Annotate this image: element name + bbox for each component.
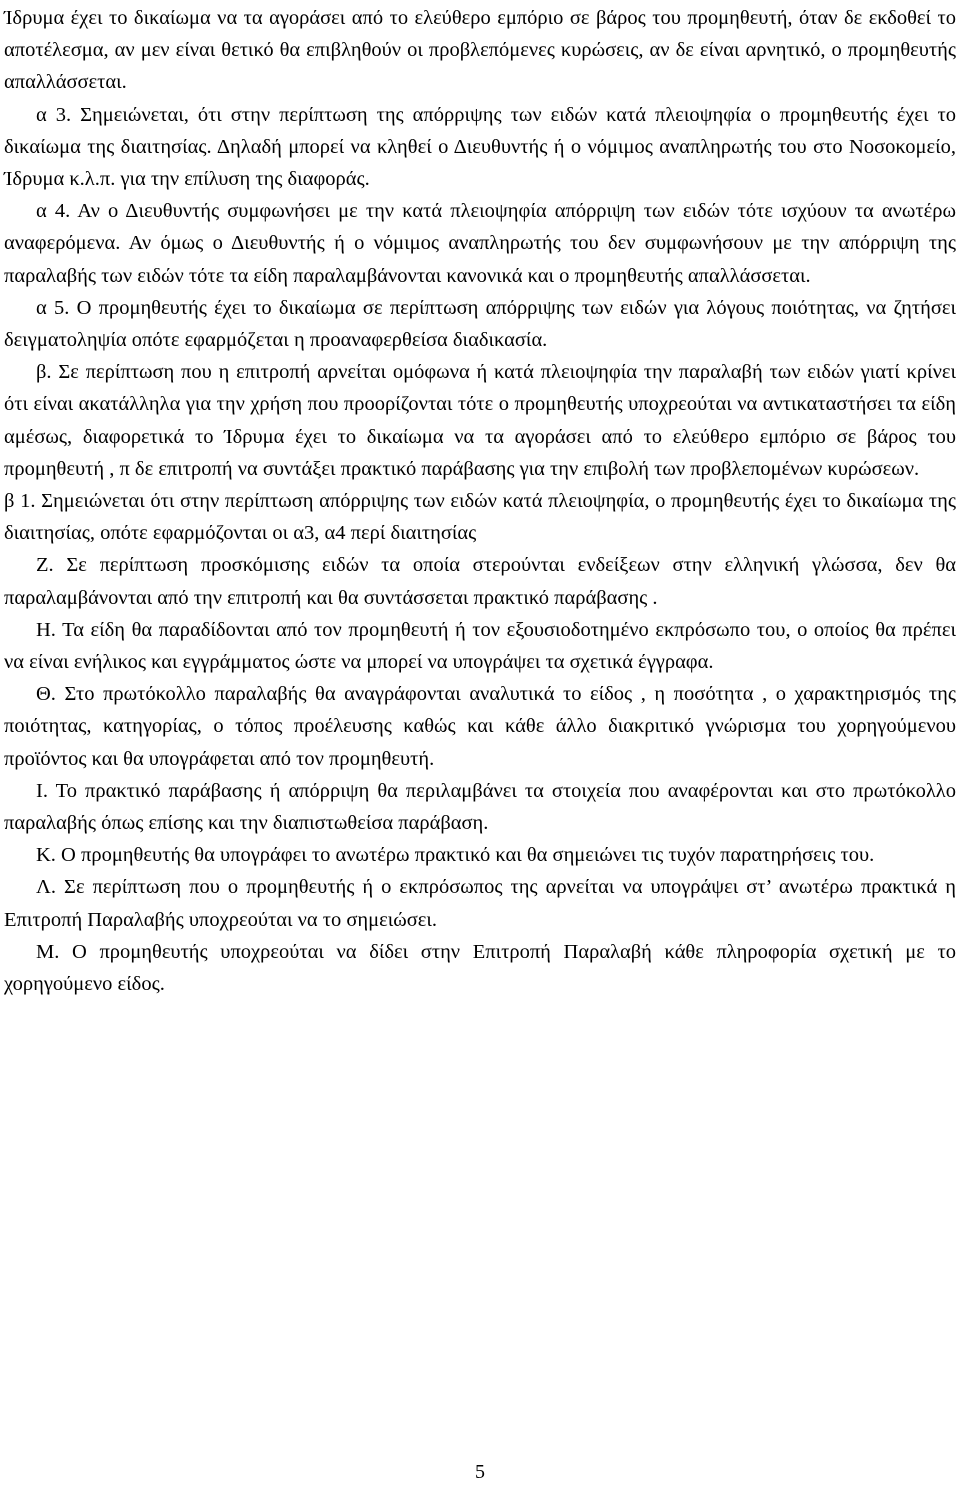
paragraph-h: Η. Τα είδη θα παραδίδονται από τον προμηθευτή ή τον εξουσιοδοτημένο εκπρόσωπο του, ο οποίος θα πρέπει να είναι ενήλικος και εγγράμματος ώστε να μπορεί να υπογράψει τα σχετικά έγγραφα.	[4, 618, 956, 674]
paragraph-b1: β 1. Σημειώνεται ότι στην περίπτωση απόρριψης των ειδών κατά πλειοψηφία, ο προμηθευτής έχει το δικαίωμα της διαιτησίας, οπότε εφαρμόζονται οι α3, α4 περί διαιτησίας	[4, 490, 956, 545]
paragraph-k: Κ. Ο προμηθευτής θα υπογράφει το ανωτέρω πρακτικό και θα σημειώνει τις τυχόν παρατηρήσεις του.	[36, 844, 875, 867]
paragraph-b: β. Σε περίπτωση που η επιτροπή αρνείται ομόφωνα ή κατά πλειοψηφία την παραλαβή των ειδών γιατί κρίνει ότι είναι ακατάλληλα για την χρήση που προορίζονται τότε ο προμηθευτής υποχρεούται να αντικαταστήσει τα είδη αμέσως, διαφορετικά το Ίδρυμα έχει το δικαίωμα να τα αγοράσει από το ελεύθερο εμπόριο σε βάρος του προμηθευτή , π δε επιτροπή να συντάξει πρακτικό παράβασης για την επιβολή των προβλεπομένων κυρώσεων.	[4, 361, 956, 480]
paragraph-a3: α 3. Σημειώνεται, ότι στην περίπτωση της απόρριψης των ειδών κατά πλειοψηφία ο προμηθευτής έχει το δικαίωμα της διαιτησίας. Δηλαδή μπορεί να κληθεί ο Διευθυντής ή ο νόμιμος αναπληρωτής του στο Νοσοκομείο, Ίδρυμα κ.λ.π. για την επίλυση της διαφοράς.	[4, 103, 956, 191]
paragraph-l: Λ. Σε περίπτωση που ο προμηθευτής ή ο εκπρόσωπος της αρνείται να υπογράψει στ’ ανωτέρω πρακτικά η Επιτροπή Παραλαβής υποχρεούται να το σημειώσει.	[4, 876, 956, 931]
paragraph-z: Ζ. Σε περίπτωση προσκόμισης ειδών τα οποία στερούνται ενδείξεων στην ελληνική γλώσσα, δεν θα παραλαμβάνονται από την επιτροπή και θα συντάσσεται πρακτικό παράβασης .	[4, 554, 956, 609]
paragraph-continuation: Ίδρυμα έχει το δικαίωμα να τα αγοράσει από το ελεύθερο εμπόριο σε βάρος του προμηθευτή, όταν δε εκδοθεί το αποτέλεσμα, αν μεν είναι θετικό θα επιβληθούν οι προβλεπόμενες κυρώσεις, αν δε είναι αρνητικό, ο προμηθευτής απαλλάσσεται.	[4, 7, 956, 94]
paragraph-a4: α 4. Αν ο Διευθυντής συμφωνήσει με την κατά πλειοψηφία απόρριψη των ειδών τότε ισχύουν τα ανωτέρω αναφερόμενα. Αν όμως ο Διευθυντής ή ο νόμιμος αναπληρωτής του δεν συμφωνήσουν με την απόρριψη της παραλαβής των ειδών τότε τα είδη παραλαμβάνονται κανονικά και ο προμηθευτής απαλλάσσεται.	[4, 200, 956, 287]
paragraph-i: Ι. Το πρακτικό παράβασης ή απόρριψη θα περιλαμβάνει τα στοιχεία που αναφέρονται και στο πρωτόκολλο παραλαβής όπως επίσης και την διαπιστωθείσα παράβαση.	[4, 779, 956, 835]
paragraph-a5: α 5. Ο προμηθευτής έχει το δικαίωμα σε περίπτωση απόρριψης των ειδών για λόγους ποιότητας, να ζητήσει δειγματοληψία οπότε εφαρμόζεται η προαναφερθείσα διαδικασία.	[4, 296, 956, 352]
document-body	[4, 2, 956, 1000]
page-number: 5	[475, 1461, 485, 1483]
paragraph-m: Μ. Ο προμηθευτής υποχρεούται να δίδει στην Επιτροπή Παραλαβή κάθε πληροφορία σχετική με το χορηγούμενο είδος.	[4, 940, 956, 996]
paragraph-theta: Θ. Στο πρωτόκολλο παραλαβής θα αναγράφονται αναλυτικά το είδος , η ποσότητα , ο χαρακτηρισμός της ποιότητας, κατηγορίας, ο τόπος προέλευσης καθώς και κάθε άλλο διακριτικό γνώρισμα του χορηγούμενου προϊόντος και θα υπογράφεται από τον προμηθευτή.	[4, 683, 956, 770]
